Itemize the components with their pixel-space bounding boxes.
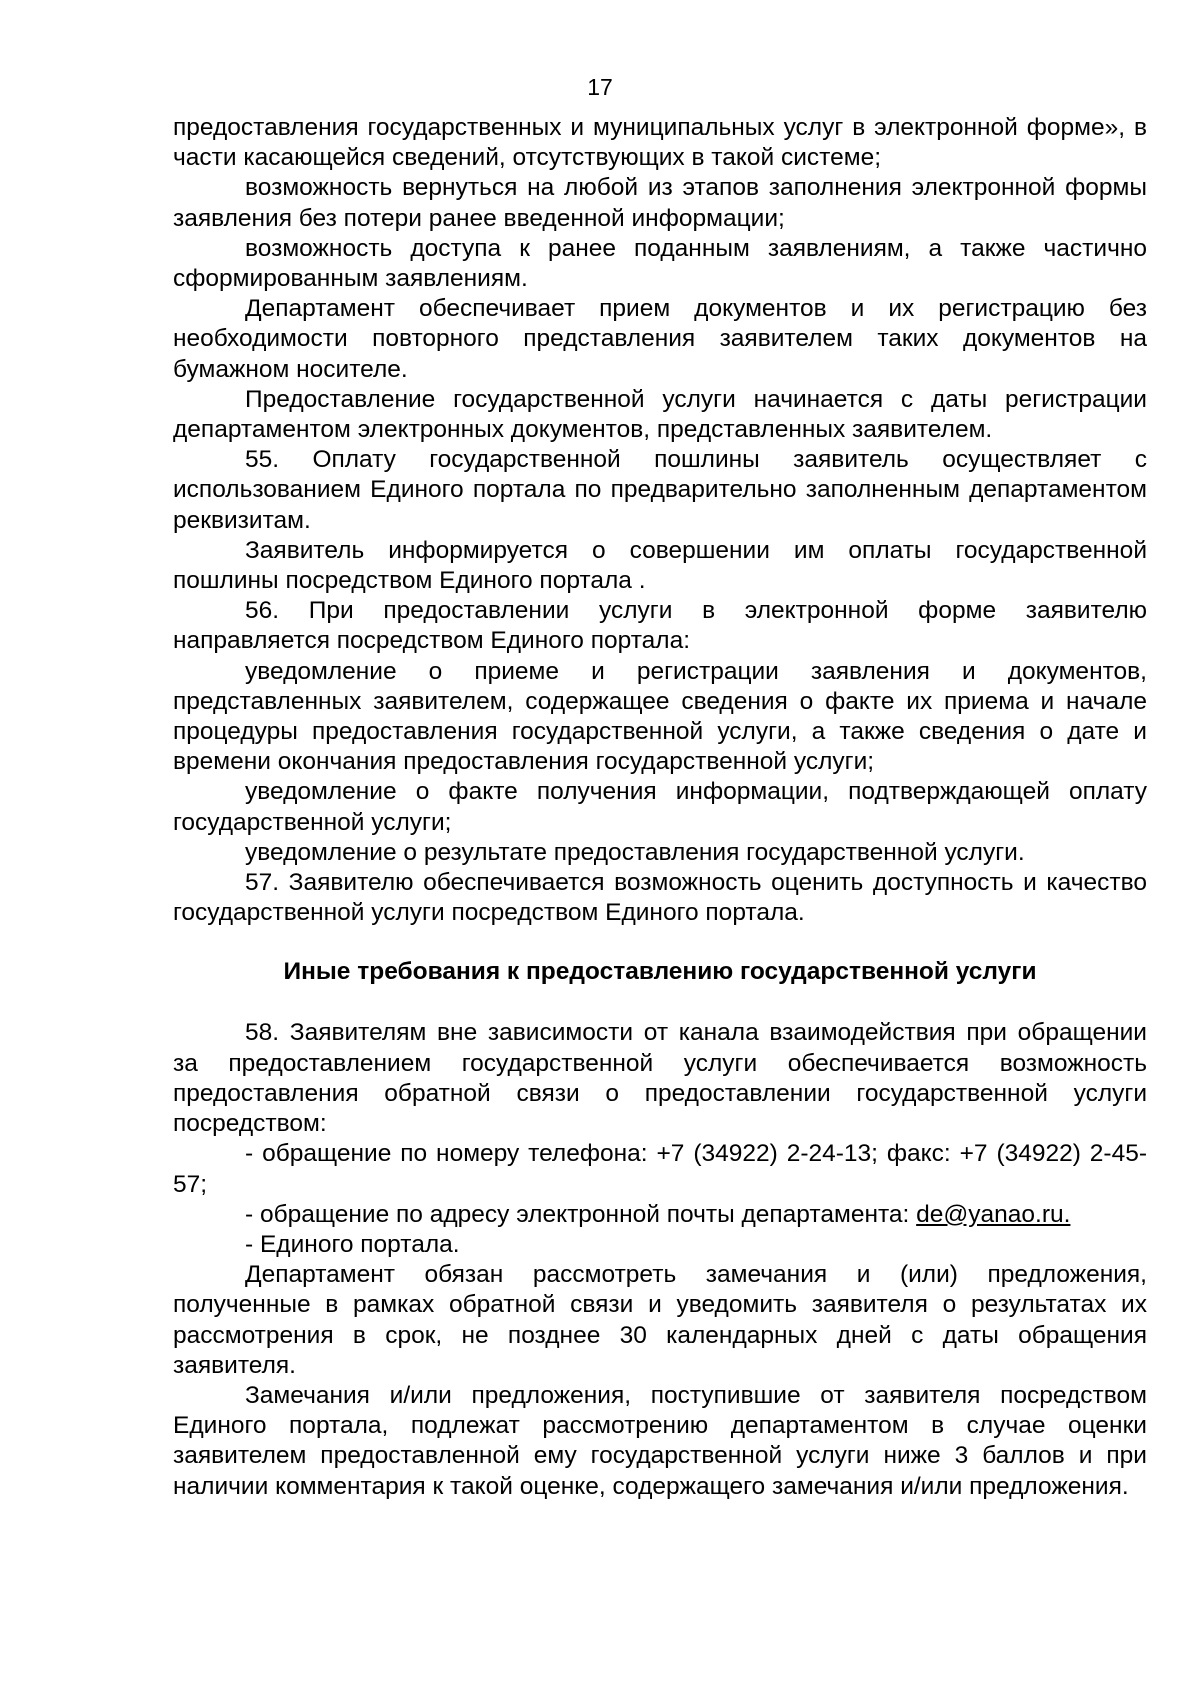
paragraph-item-55: 55. Оплату государственной пошлины заявитель осуществляет с использованием Единого портала по предварительно заполненным департаментом реквизитам. <box>173 446 1147 534</box>
contact-phone-line: - обращение по номеру телефона: +7 (34922) 2-24-13; факс: +7 (34922) 2-45-57; <box>173 1140 1147 1198</box>
page-number: 17 <box>587 74 613 100</box>
paragraph: Департамент обязан рассмотреть замечания и (или) предложения, полученные в рамках обратной связи и уведомить заявителя о результатах их рассмотрения в срок, не позднее 30 календарных дней с даты обращения заявителя. <box>173 1261 1147 1379</box>
paragraph: Департамент обеспечивает прием документов и их регистрацию без необходимости повторного представления заявителем таких документов на бумажном носителе. <box>173 295 1147 383</box>
contact-portal-line: - Единого портала. <box>245 1230 460 1258</box>
paragraph-item-58: 58. Заявителям вне зависимости от канала взаимодействия при обращении за предоставлением государственной услуги обеспечивается возможность предоставления обратной связи о предоставлении государственной услуги посредством: <box>173 1019 1147 1138</box>
paragraph: возможность вернуться на любой из этапов заполнения электронной формы заявления без потери ранее введенной информации; <box>173 174 1147 232</box>
contact-email-line <box>173 1200 1147 1230</box>
contact-email-prefix: - обращение по адресу электронной почты департамента: <box>245 1200 917 1228</box>
paragraph: Замечания и/или предложения, поступившие от заявителя посредством Единого портала, подлежат рассмотрению департаментом в случае оценки заявителем предоставленной ему государственной услуги ниже 3 баллов и при наличии комментария к такой оценке, содержащего замечания и/или предложения. <box>173 1381 1147 1500</box>
document-body <box>173 113 1147 1502</box>
paragraph: уведомление о факте получения информации, подтверждающей оплату государственной услуги; <box>173 778 1147 836</box>
paragraph: уведомление о результате предоставления государственной услуги. <box>245 838 1025 866</box>
paragraph: возможность доступа к ранее поданным заявлениям, а также частично сформированным заявлениям. <box>173 234 1147 293</box>
email-link[interactable]: de@yanao.ru. <box>916 1200 1071 1228</box>
paragraph: Заявитель информируется о совершении им оплаты государственной пошлины посредством Единого портала . <box>173 536 1147 595</box>
paragraph-item-56: 56. При предоставлении услуги в электронной форме заявителю направляется посредством Единого портала: <box>173 597 1147 655</box>
paragraph: Предоставление государственной услуги начинается с даты регистрации департаментом электронных документов, представленных заявителем. <box>173 385 1147 444</box>
paragraph: уведомление о приеме и регистрации заявления и документов, представленных заявителем, содержащее сведения о факте их приема и начале процедуры предоставления государственной услуги, а также сведения о дате и времени окончания предоставления государственной услуги; <box>173 657 1147 776</box>
paragraph-item-57: 57. Заявителю обеспечивается возможность оценить доступность и качество государственной услуги посредством Единого портала. <box>173 869 1147 927</box>
section-heading: Иные требования к предоставлению государственной услуги <box>283 958 1037 986</box>
paragraph-continued: предоставления государственных и муниципальных услуг в электронной форме», в части касающейся сведений, отсутствующих в такой системе; <box>173 114 1147 172</box>
